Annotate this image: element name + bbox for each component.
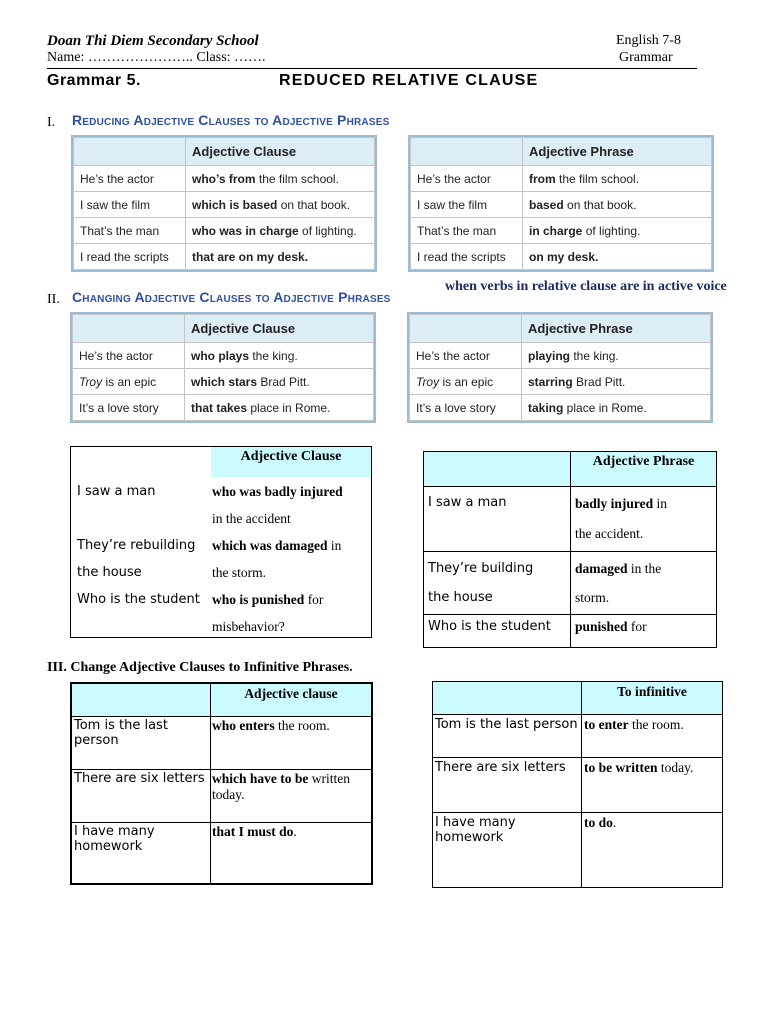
table-row: I saw a man badly injured in the accident. [424,487,717,552]
table-row: He’s the actor who’s from the film school. [74,166,375,192]
sec2-phrase-table [409,314,711,421]
table-row: Troy is an epic which stars Brad Pitt. [73,369,374,395]
header-cell: Adjective Phrase [523,138,712,166]
sec2-clause-table [72,314,374,421]
school-name: Doan Thi Diem Secondary School [47,33,259,49]
table-row: It’s a love story that takes place in Rome. [73,395,374,421]
page-title: REDUCED RELATIVE CLAUSE [279,72,539,89]
section-1-number: I. [47,115,56,130]
table-row: I read the scripts on my desk. [411,244,712,270]
sec1-clause-table [73,137,375,270]
section-3-heading: III. Change Adjective Clauses to Infinitive Phrases. [47,660,353,675]
table-row: I have many homework to do. [433,813,723,888]
section-2-number: II. [47,292,60,307]
header-cell: Adjective Phrase [571,452,717,487]
table-row: He’s the actor playing the king. [410,343,711,369]
header-cell: Adjective Clause [186,138,375,166]
table-row: It’s a love story taking place in Rome. [410,395,711,421]
header-cell: Adjective clause [211,683,373,717]
passive-clause-col-b: who was badly injured in the accident which was damaged in the storm. who is punished for misbehavior? [212,484,343,634]
header-cell: Adjective Phrase [522,315,711,343]
table-row: That’s the man who was in charge of lighting. [74,218,375,244]
table-row: That’s the man in charge of lighting. [411,218,712,244]
sec1-phrase-table [410,137,712,270]
table-row: There are six letters which have to be written today. [71,770,372,823]
header-cell: Adjective Clause [185,315,374,343]
section-2-heading: Changing Adjective Clauses to Adjective Phrases [72,289,391,305]
header-divider [47,68,697,69]
passive-phrase-table [423,451,717,648]
table-row: I saw the film which is based on that book. [74,192,375,218]
passive-clause-table [70,446,372,638]
table-row: Who is the student punished for [424,615,717,648]
header-cell: Adjective Clause [211,447,371,477]
table-row: I saw the film based on that book. [411,192,712,218]
table-row: They’re building the house damaged in the storm. [424,552,717,615]
sec3-clause-table [70,682,373,885]
header-cell: To infinitive [582,682,723,715]
lesson-number: Grammar 5. [47,72,141,89]
table-row: He’s the actor who plays the king. [73,343,374,369]
category-label: Grammar [619,50,673,65]
passive-clause-col-a: I saw a man They’re rebuilding the house Who is the student [77,484,200,607]
name-class-line: Name: ………………….. Class: ……. [47,50,266,65]
table-row: Tom is the last person to enter the room. [433,715,723,758]
table-row: I read the scripts that are on my desk. [74,244,375,270]
table-row: Troy is an epic starring Brad Pitt. [410,369,711,395]
header-cell-empty [74,138,186,166]
subject-label: English 7-8 [616,33,681,48]
header-cell-empty [411,138,523,166]
header-cell-empty [410,315,522,343]
section-1-heading: Reducing Adjective Clauses to Adjective Phrases [72,112,390,128]
table-row: There are six letters to be written today. [433,758,723,813]
sec3-infinitive-table [432,681,723,888]
active-voice-note: when verbs in relative clause are in active voice [445,279,727,294]
table-row: He’s the actor from the film school. [411,166,712,192]
header-cell-empty [73,315,185,343]
table-row: Tom is the last person who enters the room. [71,717,372,770]
table-row: I have many homework that I must do. [71,823,372,885]
